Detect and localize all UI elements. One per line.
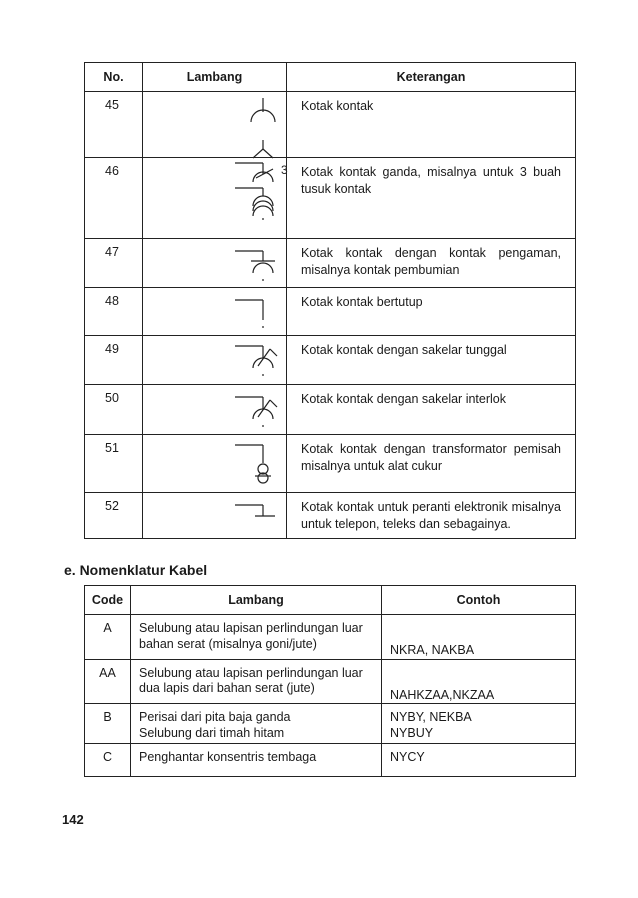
row-symbol [143, 92, 287, 158]
row-symbol [143, 158, 287, 239]
row-keterangan: Kotak kontak untuk peranti elektronik misalnya untuk telepon, teleks dan sebagainya. [287, 493, 576, 539]
row-keterangan: Kotak kontak dengan transformator pemisah misalnya untuk alat cukur [287, 435, 576, 493]
switched-socket-icon [143, 336, 287, 385]
table-row [85, 744, 576, 777]
row-no: 50 [85, 385, 143, 435]
covered-socket-icon [143, 288, 287, 336]
table-row [85, 615, 576, 660]
row-symbol [143, 435, 287, 493]
row-symbol [143, 336, 287, 385]
header-code: Code [85, 586, 131, 615]
cable-lambang-line: dua lapis dari bahan serat (jute) [139, 681, 315, 695]
transformer-socket-icon [143, 435, 287, 493]
cable-contoh [382, 704, 576, 744]
table-row [85, 659, 576, 704]
multiple-socket-icon [143, 158, 287, 239]
row-no: 48 [85, 288, 143, 336]
cable-code: C [85, 744, 131, 777]
interlock-socket-icon [143, 385, 287, 435]
row-symbol [143, 288, 287, 336]
cable-contoh [382, 615, 576, 660]
cable-lambang-line: Penghantar konsentris tembaga [139, 750, 317, 764]
header-lambang: Lambang [143, 63, 287, 92]
table-row [85, 435, 576, 493]
cable-example: NYBY, NEKBA [390, 710, 472, 724]
row-no: 49 [85, 336, 143, 385]
cable-table-header [85, 586, 576, 615]
row-keterangan: Kotak kontak dengan kontak pengaman, misalnya kontak pembumian [287, 239, 576, 288]
symbol-table [84, 62, 576, 539]
header-contoh: Contoh [382, 586, 576, 615]
table-row [85, 336, 576, 385]
cable-lambang-line: Selubung atau lapisan perlindungan luar [139, 621, 363, 635]
telecom-socket-icon [143, 493, 287, 539]
cable-nomenclature-table [84, 585, 576, 777]
cable-lambang-line: bahan serat (misalnya goni/jute) [139, 636, 317, 651]
header-lambang: Lambang [131, 586, 382, 615]
row-symbol [143, 239, 287, 288]
cable-example: NYCY [390, 750, 425, 764]
earthed-socket-icon [143, 239, 287, 288]
cable-code: AA [85, 659, 131, 704]
table-row [85, 239, 576, 288]
header-no: No. [85, 63, 143, 92]
row-keterangan: Kotak kontak dengan sakelar tunggal [287, 336, 576, 385]
cable-lambang-line: Selubung atau lapisan perlindungan luar [139, 665, 363, 680]
table-row [85, 704, 576, 744]
cable-lambang [131, 744, 382, 777]
row-keterangan: Kotak kontak ganda, misalnya untuk 3 buah tusuk kontak [287, 158, 576, 239]
table-row [85, 158, 576, 239]
row-keterangan: Kotak kontak [287, 92, 576, 158]
row-keterangan: Kotak kontak bertutup [287, 288, 576, 336]
cable-example: NAHKZAA,NKZAA [390, 687, 495, 702]
cable-lambang-line: Selubung dari timah hitam [139, 725, 285, 740]
cable-lambang-line: Perisai dari pita baja ganda [139, 710, 291, 724]
cable-lambang [131, 659, 382, 704]
cable-example: NKRA, NAKBA [390, 643, 475, 657]
symbol-table-header [85, 63, 576, 92]
cable-contoh [382, 744, 576, 777]
table-row [85, 385, 576, 435]
header-keterangan: Keterangan [287, 63, 576, 92]
row-no: 45 [85, 92, 143, 158]
section-title: e. Nomenklatur Kabel [64, 562, 208, 578]
cable-lambang [131, 615, 382, 660]
cable-code: A [85, 615, 131, 660]
socket-count-label: 3 [281, 163, 288, 177]
row-symbol [143, 493, 287, 539]
row-no: 51 [85, 435, 143, 493]
row-no: 46 [85, 158, 143, 239]
row-no: 47 [85, 239, 143, 288]
row-symbol [143, 385, 287, 435]
cable-contoh [382, 659, 576, 704]
row-keterangan: Kotak kontak dengan sakelar interlok [287, 385, 576, 435]
cable-code: B [85, 704, 131, 744]
socket-icon [143, 92, 287, 158]
row-no: 52 [85, 493, 143, 539]
table-row [85, 493, 576, 539]
table-row [85, 92, 576, 158]
cable-example: NYBUY [390, 725, 434, 740]
table-row [85, 288, 576, 336]
cable-lambang [131, 704, 382, 744]
page-number: 142 [62, 812, 84, 827]
